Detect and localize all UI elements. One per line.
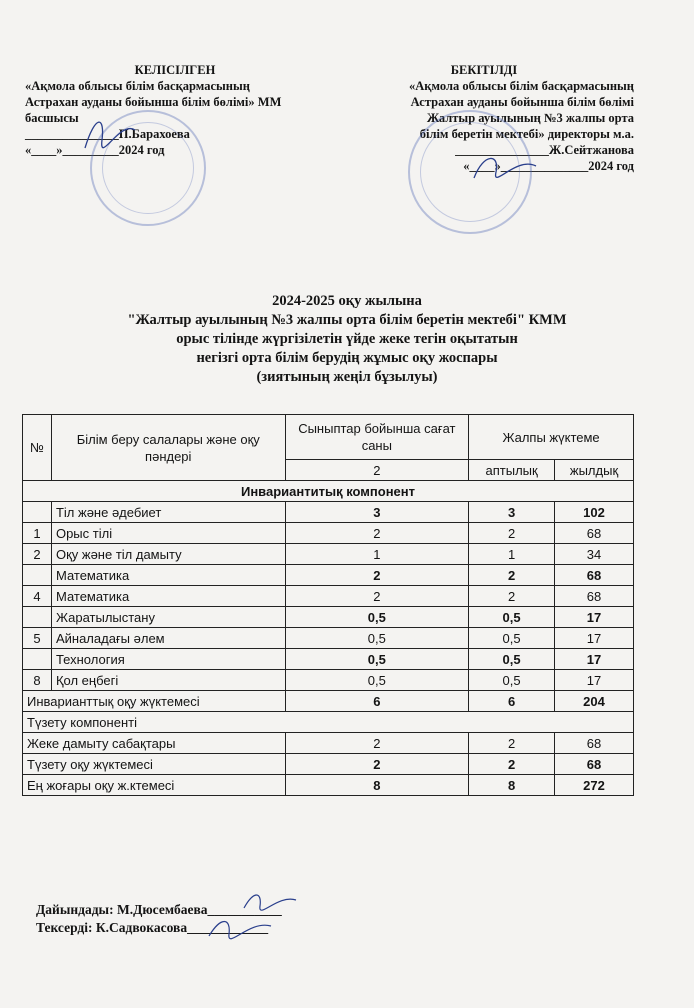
header-weekly: аптылық [469, 460, 555, 481]
row-number [23, 502, 52, 523]
correction-hours: 2 [285, 733, 469, 754]
agreed-line-2: Астрахан ауданы бойынша білім бөлімі» ММ [25, 95, 282, 109]
row-yearly: 68 [555, 523, 634, 544]
header-class-hours: Сыныптар бойынша сағат саны [285, 415, 469, 460]
row-weekly: 3 [469, 502, 555, 523]
max-total-hours: 8 [285, 775, 469, 796]
row-yearly: 102 [555, 502, 634, 523]
row-weekly: 0,5 [469, 649, 555, 670]
correction-weekly: 2 [469, 733, 555, 754]
row-class-hours: 0,5 [285, 628, 469, 649]
subject-rows [23, 502, 634, 691]
row-number: 4 [23, 586, 52, 607]
row-subject: Оқу және тіл дамыту [51, 544, 285, 565]
curriculum-table [22, 414, 634, 796]
checked-by: Тексерді: К.Садвокасова____________ [36, 920, 269, 935]
approved-line-3: Жалтыр ауылының №3 жалпы орта [426, 111, 634, 125]
row-weekly: 0,5 [469, 628, 555, 649]
row-subject: Қол еңбегі [51, 670, 285, 691]
header-class-number: 2 [285, 460, 469, 481]
left-signature [80, 110, 140, 155]
table-row [23, 544, 634, 565]
title-line-2: "Жалтыр ауылының №3 жалпы орта білім беретін мектебі" КММ [127, 312, 567, 328]
row-subject: Орыс тілі [51, 523, 285, 544]
row-number: 5 [23, 628, 52, 649]
approved-line-1: «Ақмола облысы білім басқармасының [409, 79, 634, 93]
row-weekly: 2 [469, 586, 555, 607]
correction-total-hours: 2 [285, 754, 469, 775]
max-total-yearly: 272 [555, 775, 634, 796]
checked-signature [205, 914, 275, 942]
agreed-title: КЕЛІСІЛГЕН [134, 63, 216, 77]
table-row [23, 670, 634, 691]
row-subject: Айналадағы әлем [51, 628, 285, 649]
row-yearly: 68 [555, 565, 634, 586]
row-subject: Технология [51, 649, 285, 670]
row-subject: Жаратылыстану [51, 607, 285, 628]
approved-signature-line: _______________Ж.Сейтжанова [455, 143, 634, 157]
header-number: № [23, 415, 52, 481]
section-correction: Түзету компоненті [23, 712, 634, 733]
row-weekly: 0,5 [469, 607, 555, 628]
row-class-hours: 0,5 [285, 649, 469, 670]
row-class-hours: 2 [285, 523, 469, 544]
invariant-total-yearly: 204 [555, 691, 634, 712]
row-subject: Тіл және әдебиет [51, 502, 285, 523]
row-yearly: 17 [555, 670, 634, 691]
approved-line-4: білім беретін мектебі» директоры м.а. [419, 127, 634, 141]
table-row [23, 523, 634, 544]
row-number [23, 607, 52, 628]
correction-total-weekly: 2 [469, 754, 555, 775]
invariant-total-label: Инварианттық оқу жүктемесі [23, 691, 286, 712]
row-weekly: 0,5 [469, 670, 555, 691]
row-subject: Математика [51, 565, 285, 586]
agreed-line-1: «Ақмола облысы білім басқармасының [25, 79, 250, 93]
title-line-5: (зиятының жеңіл бұзылуы) [256, 369, 438, 385]
prepared-by: Дайындады: М.Дюсембаева___________ [36, 902, 282, 917]
approved-title: БЕКІТІЛДІ [450, 63, 518, 77]
row-number: 2 [23, 544, 52, 565]
row-class-hours: 1 [285, 544, 469, 565]
title-line-1: 2024-2025 оқу жылына [272, 293, 422, 309]
row-number: 8 [23, 670, 52, 691]
section-invariant: Инвариантитық компонент [23, 481, 634, 502]
table-row [23, 502, 634, 523]
title-line-4: негізгі орта білім берудің жұмыс оқу жоспары [196, 350, 498, 366]
row-yearly: 34 [555, 544, 634, 565]
invariant-total-weekly: 6 [469, 691, 555, 712]
header-subject: Білім беру салалары және оқу пәндері [51, 415, 285, 481]
row-number: 1 [23, 523, 52, 544]
row-class-hours: 2 [285, 586, 469, 607]
max-total-row [23, 775, 634, 796]
document-title [0, 292, 694, 387]
row-yearly: 68 [555, 586, 634, 607]
header-total-load: Жалпы жүктеме [469, 415, 634, 460]
row-number [23, 649, 52, 670]
row-weekly: 1 [469, 544, 555, 565]
approved-line-2: Астрахан ауданы бойынша білім бөлімі [410, 95, 634, 109]
right-signature [470, 148, 540, 188]
correction-total-yearly: 68 [555, 754, 634, 775]
table-row [23, 607, 634, 628]
row-weekly: 2 [469, 523, 555, 544]
row-number [23, 565, 52, 586]
table-row [23, 565, 634, 586]
row-subject: Математика [51, 586, 285, 607]
max-total-weekly: 8 [469, 775, 555, 796]
row-class-hours: 0,5 [285, 670, 469, 691]
row-yearly: 17 [555, 649, 634, 670]
header-yearly: жылдық [555, 460, 634, 481]
table-row [23, 628, 634, 649]
correction-yearly: 68 [555, 733, 634, 754]
row-class-hours: 2 [285, 565, 469, 586]
invariant-total-hours: 6 [285, 691, 469, 712]
row-class-hours: 3 [285, 502, 469, 523]
max-total-label: Ең жоғары оқу ж.ктемесі [23, 775, 286, 796]
prepared-signature [240, 888, 300, 914]
correction-row [23, 733, 634, 754]
agreed-signature-line: _______________П.Барахоева [25, 127, 190, 141]
invariant-total-row [23, 691, 634, 712]
approved-date-line: «____»______________2024 год [463, 159, 634, 173]
title-line-3: орыс тілінде жүргізілетін үйде жеке тегін оқытатын [176, 331, 518, 347]
row-weekly: 2 [469, 565, 555, 586]
correction-label: Жеке дамыту сабақтары [23, 733, 286, 754]
correction-total-label: Түзету оқу жүктемесі [23, 754, 286, 775]
table-row [23, 586, 634, 607]
row-class-hours: 0,5 [285, 607, 469, 628]
row-yearly: 17 [555, 607, 634, 628]
table-row [23, 649, 634, 670]
agreed-date-line: «____»_________2024 год [25, 143, 165, 157]
correction-total-row [23, 754, 634, 775]
agreed-line-3: басшысы [25, 111, 79, 125]
row-yearly: 17 [555, 628, 634, 649]
